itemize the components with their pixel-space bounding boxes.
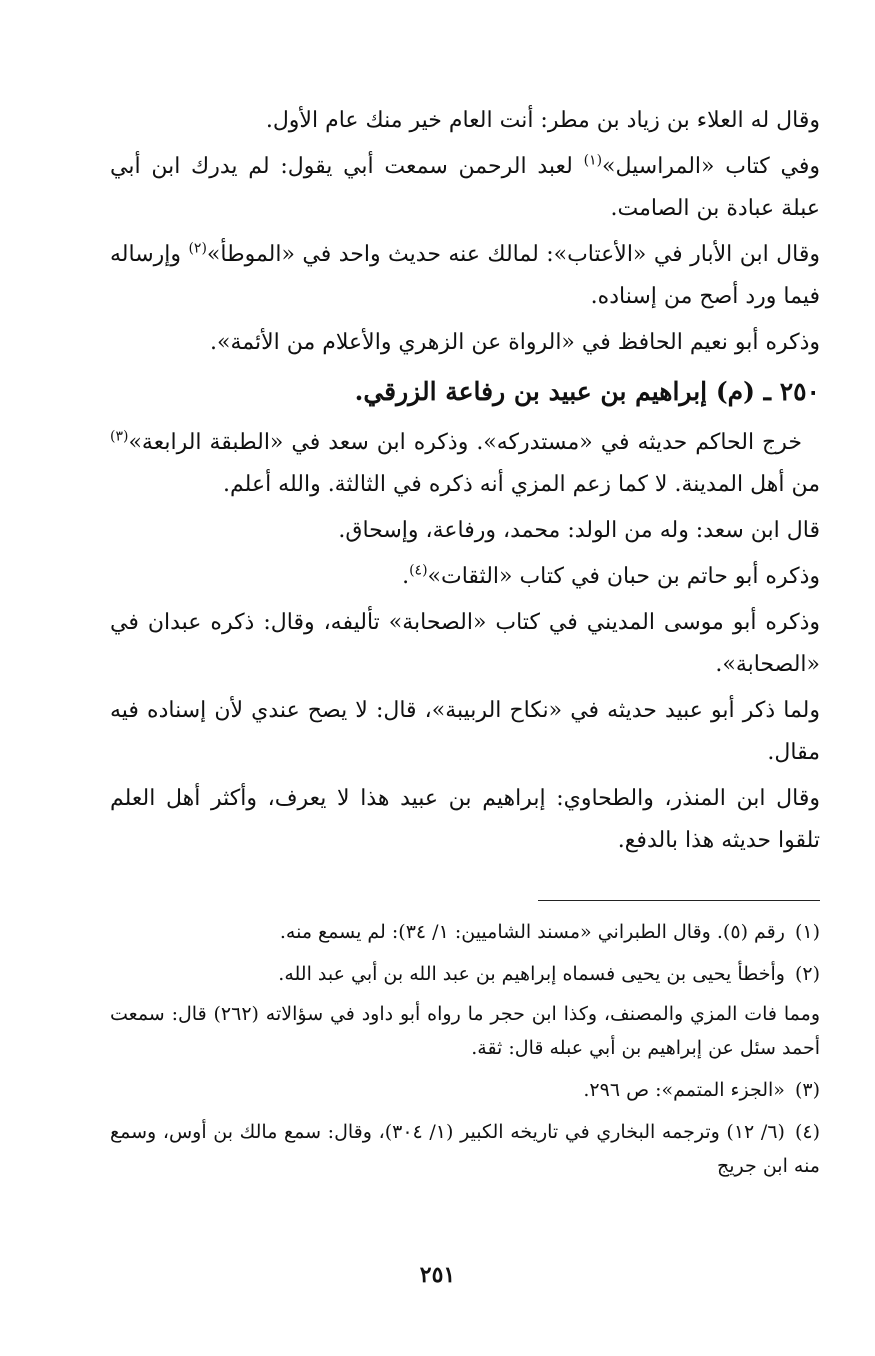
footnote-ref: (٣)	[110, 428, 129, 445]
paragraph-3: وقال ابن الأبار في «الأعتاب»: لمالك عنه حديث واحد في «الموطأ»$^{(٢)}$ وإرساله فيما ورد أصح من إسناده.	[110, 240, 820, 309]
footnote-separator	[538, 900, 820, 901]
entry-paragraph-4: وذكره أبو موسى المديني في كتاب «الصحابة» تأليفه، وقال: ذكره عبدان في «الصحابة».	[110, 610, 820, 677]
entry-heading: ٢٥٠ ـ (م) إبراهيم بن عبيد بن رفاعة الزرقي.	[354, 377, 820, 406]
footnote-2-continued: ومما فات المزي والمصنف، وكذا ابن حجر ما رواه أبو داود في سؤالاته (٢٦٢) قال: سمعت أحمد سئل عن إبراهيم بن أبي عبله قال: ثقة.	[110, 1003, 820, 1059]
footnote-1: (١)رقم (٥). وقال الطبراني «مسند الشاميين: ١/ ٣٤): لم يسمع منه.	[279, 921, 820, 943]
paragraph-4: وذكره أبو نعيم الحافظ في «الرواة عن الزهري والأعلام من الأئمة».	[210, 330, 820, 355]
paragraph-2: وفي كتاب «المراسيل»$^{(١)}$ لعبد الرحمن سمعت أبي يقول: لم يدرك ابن أبي عبلة عبادة بن الصامت.	[110, 152, 820, 221]
footnote-2: (٢)وأخطأ يحيى بن يحيى فسماه إبراهيم بن عبد الله بن أبي عبد الله.	[278, 963, 820, 985]
footnote-ref: (١)	[583, 152, 603, 169]
footnote-ref: (٢)	[188, 240, 207, 257]
page-number: ٢٥١	[419, 1262, 456, 1288]
entry-paragraph-1: خرج الحاكم حديثه في «مستدركه». وذكره ابن سعد في «الطبقة الرابعة»$^{(٣)}$ من أهل المدينة. لا كما زعم المزي أنه ذكره في الثالثة. والله أعلم.	[110, 428, 820, 497]
footnote-3: (٣)«الجزء المتمم»: ص ٢٩٦.	[583, 1079, 820, 1101]
paragraph-1: وقال له العلاء بن زياد بن مطر: أنت العام خير منك عام الأول.	[265, 108, 820, 133]
entry-paragraph-5: ولما ذكر أبو عبيد حديثه في «نكاح الربيبة»، قال: لا يصح عندي لأن إسناده فيه مقال.	[110, 698, 820, 765]
entry-paragraph-6: وقال ابن المنذر، والطحاوي: إبراهيم بن عبيد هذا لا يعرف، وأكثر أهل العلم تلقوا حديثه هذا بالدفع.	[110, 786, 820, 853]
footnote-ref: (٤)	[409, 562, 428, 579]
footnote-4: (٤)(٦/ ١٢) وترجمه البخاري في تاريخه الكبير (١/ ٣٠٤)، وقال: سمع مالك بن أوس، وسمع منه ابن جريج	[110, 1121, 821, 1177]
footnotes	[110, 915, 820, 1191]
entry-paragraph-2: قال ابن سعد: وله من الولد: محمد، ورفاعة، وإسحاق.	[338, 518, 820, 543]
main-text	[110, 100, 820, 866]
entry-paragraph-3: وذكره أبو حاتم بن حبان في كتاب «الثقات»$^{(٤)}$.	[402, 562, 820, 589]
